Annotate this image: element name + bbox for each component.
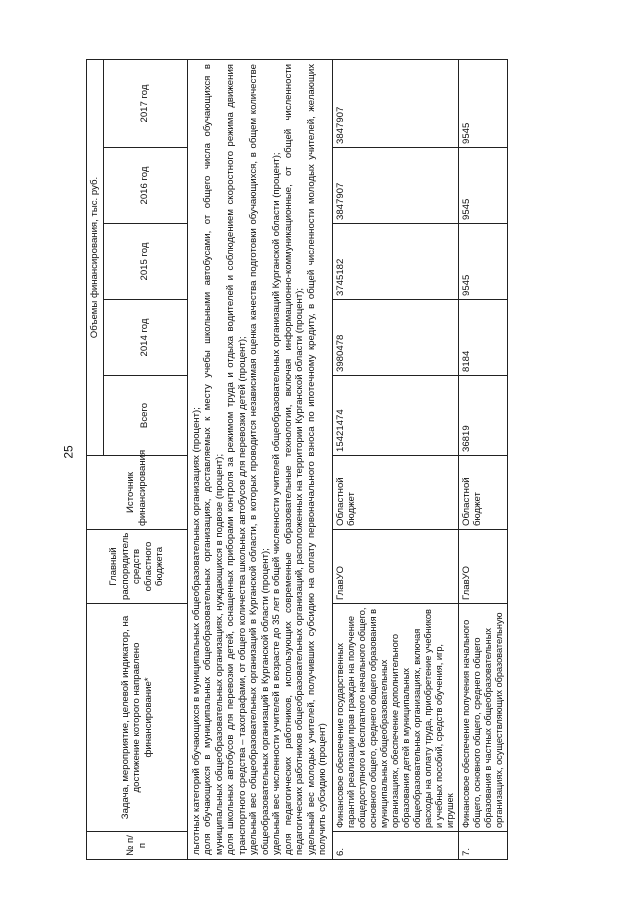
header-volumes: Объемы финансирования, тыс. руб. bbox=[87, 60, 104, 456]
header-total: Всего bbox=[103, 376, 187, 456]
header-2017: 2017 год bbox=[103, 60, 187, 148]
row-source: Областной бюджет bbox=[332, 456, 458, 530]
row-2015: 9545 bbox=[458, 224, 507, 300]
header-2016: 2016 год bbox=[103, 148, 187, 224]
row-2016: 3847907 bbox=[332, 148, 458, 224]
header-row-1 bbox=[87, 60, 104, 860]
row-2014: 8184 bbox=[458, 300, 507, 376]
header-admin: Главный распорядитель средств областного бюджета bbox=[87, 530, 188, 604]
rotated-table-page bbox=[86, 60, 536, 860]
financing-table bbox=[86, 59, 508, 860]
table-row bbox=[458, 60, 507, 860]
row-admin: ГлавУО bbox=[332, 530, 458, 604]
row-2017: 9545 bbox=[458, 60, 507, 148]
indicators-row bbox=[187, 60, 332, 860]
row-2016: 9545 bbox=[458, 148, 507, 224]
indicator-text: доля школьных автобусов для перевозки детей, оснащенных приборами контроля за режимом труда и отдыха водителей и соблюдением скоростного режима движения транспортного средства – тахографами, от общего количества школьных автобусов для перевозки детей (процент); bbox=[225, 64, 248, 855]
row-task: Финансовое обеспечение получения начального общего, основного общего, среднего общего образования в частных общеобразовательных организациях, осуществляющих образовательную bbox=[458, 604, 507, 832]
row-task: Финансовое обеспечение государственных гарантий реализации прав граждан на получение общедоступного и бесплатного начального общего, основного общего, среднего общего образования в муниципальных общеобразовательных организациях, обеспечение дополнительного образования детей в муниципальных общеобразовательных организациях, включая расходы на оплату труда, приобретение учебников и учебных пособий, средств обучения, игр, игрушек bbox=[332, 604, 458, 832]
header-task: Задача, мероприятие, целевой индикатор, на достижение которого направлено финансирование* bbox=[87, 604, 188, 832]
row-2014: 3980478 bbox=[332, 300, 458, 376]
row-admin: ГлавУО bbox=[458, 530, 507, 604]
header-2015: 2015 год bbox=[103, 224, 187, 300]
header-source: Источник финансирования bbox=[87, 456, 188, 530]
row-2015: 3745182 bbox=[332, 224, 458, 300]
header-2014: 2014 год bbox=[103, 300, 187, 376]
indicator-text: удельный вес численности учителей в возрасте до 35 лет в общей численности учителей общеобразовательных организаций Курганской области (процент); bbox=[271, 152, 282, 855]
row-num: 6. bbox=[332, 832, 458, 860]
header-num: № п/п bbox=[87, 832, 188, 860]
indicator-text: удельный вес молодых учителей, получивших субсидию на оплату первоначального взноса по ипотечному кредиту, в общей численности молодых учителей, желающих получить субсидию (процент) bbox=[305, 64, 328, 855]
row-num: 7. bbox=[458, 832, 507, 860]
indicator-text: доля обучающихся в муниципальных общеобразовательных организациях, доставляемых к месту учебы школьными автобусами, от общего числа обучающихся в муниципальных общеобразовательных организациях, нуждающихся в подвозе (процент); bbox=[202, 64, 225, 855]
indicator-text: удельный вес общеобразовательных организаций в Курганской области, в которых проводится независимая оценка качества подготовки обучающихся, в общем количестве общеобразовательных организаций в Курганской области (процент); bbox=[248, 64, 271, 855]
row-source: Областной бюджет bbox=[458, 456, 507, 530]
indicators-cell bbox=[187, 60, 332, 860]
indicator-text: льготных категорий обучающихся в муниципальных общеобразовательных организациях (процент); bbox=[190, 407, 202, 855]
row-total: 36819 bbox=[458, 376, 507, 456]
indicator-text: доля педагогических работников, использующих современные образовательные технологии, включая информационно-коммуникационные, от общей численности педагогических работников общеобразовательных организаций, расположенных на территории Курганской области (процент); bbox=[282, 64, 305, 855]
page-number: 25 bbox=[61, 445, 76, 459]
table-row bbox=[332, 60, 458, 860]
row-2017: 3847907 bbox=[332, 60, 458, 148]
row-total: 15421474 bbox=[332, 376, 458, 456]
